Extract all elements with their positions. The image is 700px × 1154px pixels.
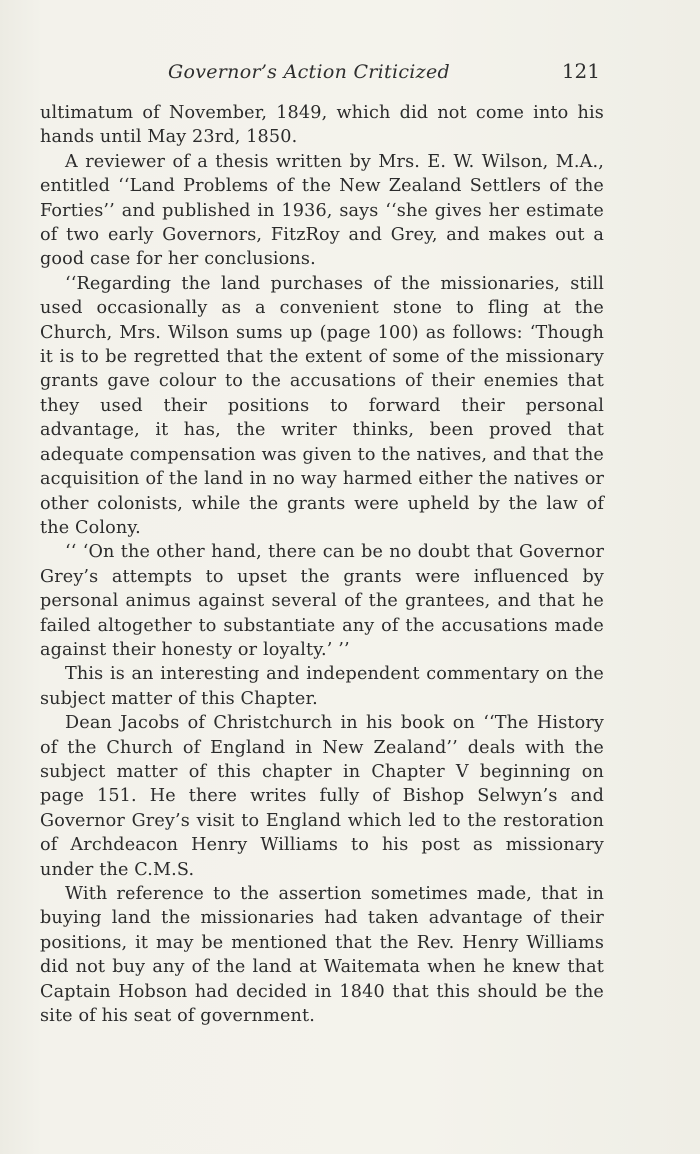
paragraph-other-hand: ‘‘ ‘On the other hand, there can be no doubt that Governor Grey’s attempts to upset the grants were influenced by personal animus against several of the grantees, and that he failed altogether to substantiate any of the accusations made against their honesty or loyalty.’ ’’ <box>40 542 604 660</box>
paragraph-continued: ultimatum of November, 1849, which did not come into his hands until May 23rd, 1850. <box>40 103 604 148</box>
paragraph-reviewer: A reviewer of a thesis written by Mrs. E. W. Wilson, M.A., entitled ‘‘Land Problems of the New Zealand Settlers of the Forties’’ and published in 1936, says ‘‘she gives her estimate of two early Governors, FitzRoy and Grey, and makes out a good case for her conclusions. <box>40 151 604 270</box>
paragraph-land-purchases: ‘‘Regarding the land purchases of the missionaries, still used occasionally as a convenient stone to fling at the Church, Mrs. Wilson sums up (page 100) as follows: ‘Though it is to be regretted that the extent of some of the missionary grants gave colour to the accusations of their enemies that they used their positions to forward their personal advantage, it has, the writer thinks, been proved that adequate compensation was given to the natives, and that the acquisition of the land in no way harmed either the natives or other colonists, while the grants were upheld by the law of the Colony. <box>40 273 604 538</box>
paragraph-commentary: This is an interesting and independent commentary on the subject matter of this Chapter. <box>40 664 604 709</box>
page-header <box>40 57 602 89</box>
body-text <box>40 101 604 1028</box>
paragraph-assertion: With reference to the assertion sometimes made, that in buying land the missionaries had taken advantage of their positions, it may be mentioned that the Rev. Henry Williams did not buy any of the land at Waitemata when he knew that Captain Hobson had decided in 1840 that this should be the site of his seat of government. <box>40 884 604 1027</box>
running-title: Governor’s Action Criticized <box>168 61 450 83</box>
page-number: 121 <box>561 59 600 83</box>
paragraph-dean-jacobs: Dean Jacobs of Christchurch in his book on ‘‘The History of the Church of England in New Zealand’’ deals with the subject matter of this chapter in Chapter V beginning on page 151. He there writes fully of Bishop Selwyn’s and Governor Grey’s visit to England which led to the restoration of Archdeacon Henry Williams to his post as missionary under the C.M.S. <box>40 713 604 880</box>
